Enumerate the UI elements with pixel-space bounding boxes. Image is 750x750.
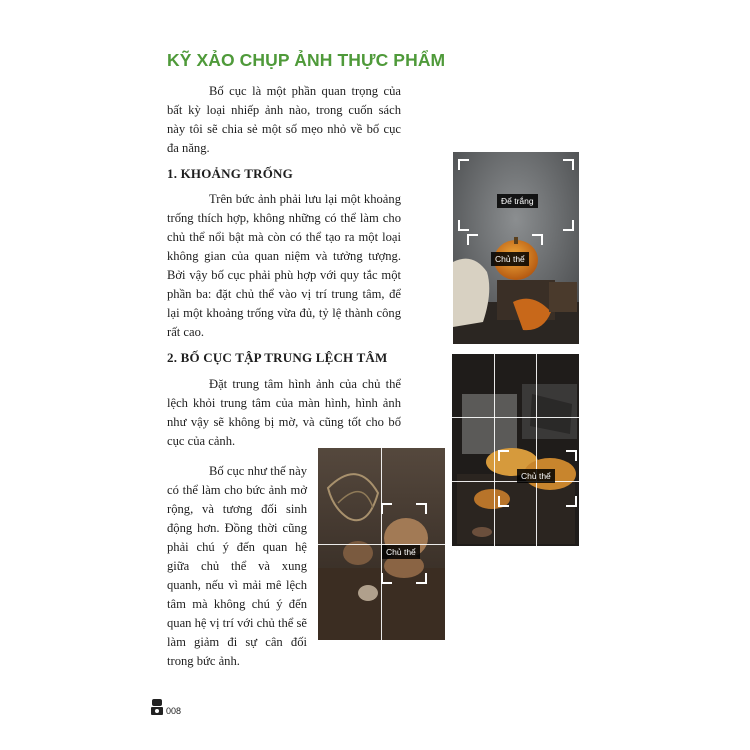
pumpkin-photo-art <box>453 152 579 344</box>
pumpkin-photo <box>453 152 579 344</box>
page-number: 008 <box>166 706 182 716</box>
intro-paragraph: Bố cục là một phần quan trọng của bất kỳ loại nhiếp ảnh nào, trong cuốn sách này tôi sẽ chia sẻ một số mẹo nhỏ về bố cục đa năng. <box>167 84 401 155</box>
section2-heading: 2. BỐ CỤC TẬP TRUNG LỆCH TÂM <box>167 350 388 365</box>
section2-paragraph-2: Bố cục như thế này có thể làm cho bức ảnh mở rộng, và tương đối sinh động hơn. Đồng thời cũng phải chú ý đến quan hệ giữa chủ thể và xung quanh, nếu vì mải mê lệch tâm mà không chú ý đến quan hệ vị trí với chủ thể sẽ làm giảm đi sự cân đối trong bức ảnh. <box>167 464 307 668</box>
section2-paragraph-1: Đặt trung tâm hình ảnh của chủ thể lệch khỏi trung tâm của màn hình, hình ảnh như vậy sẽ không bị mờ, và cũng tốt cho bố cục của cảnh. <box>167 377 401 448</box>
camera-person-icon <box>150 698 164 716</box>
page-title: KỸ XẢO CHỤP ẢNH THỰC PHẨM <box>167 50 446 70</box>
section1-heading: 1. KHOẢNG TRỐNG <box>167 166 293 181</box>
empty-space-label: Để trắng <box>497 194 538 208</box>
pastry-subject-label: Chủ thể <box>517 469 555 483</box>
section1-paragraph: Trên bức ảnh phải lưu lại một khoảng trống thích hợp, không những có thể làm cho chủ thể nổi bật mà còn có thể tạo ra một loại không gian của quan niệm và tưởng tượng. Bởi vậy bố cục phải phù hợp với quy tắc một phần ba: đặt chủ thể vào vị trí trung tâm, để lại một khoảng trống vừa đủ, tỷ lệ thành công rất cao. <box>167 192 401 339</box>
page-footer <box>150 698 181 716</box>
pastry-photo <box>452 354 579 546</box>
cookies-photo <box>318 448 445 640</box>
pastry-photo-art <box>452 354 579 546</box>
cookies-subject-label: Chủ thể <box>382 545 420 559</box>
pumpkin-subject-label: Chủ thể <box>491 252 529 266</box>
